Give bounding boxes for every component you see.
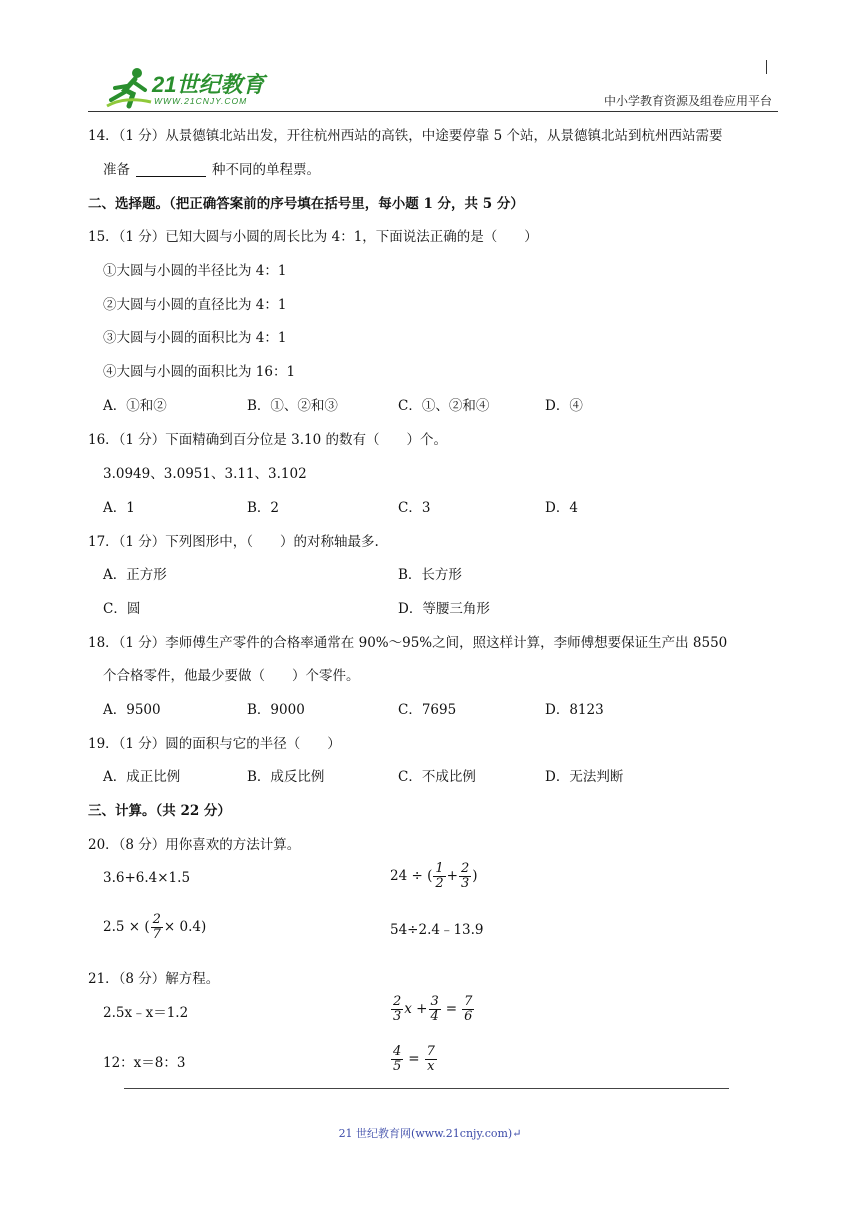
q19-option-d[interactable]: D．无法判断 <box>545 769 624 785</box>
fraction: $\frac{1}{2}$ <box>435 861 444 891</box>
q14-post: 种不同的单程票。 <box>212 162 320 178</box>
q15-option-d[interactable]: D．④ <box>545 398 583 414</box>
q15-statement-4: ④大圆与小圆的面积比为 16：1 <box>103 364 296 380</box>
q15-option-a[interactable]: A．①和② <box>103 398 167 414</box>
q15-option-c[interactable]: C．①、②和④ <box>398 398 490 414</box>
q18-line1: 18．（1 分）李师傅生产零件的合格率通常在 90%～95%之间，照这样计算，李师傅想要保证生产出 8550 <box>88 635 728 651</box>
q21-eq-4: $\frac{4}{5}$ = $\frac{7}{x}$ <box>393 1044 435 1074</box>
section3-heading: 三、计算。（共 22 分） <box>88 803 231 819</box>
q18-line2: 个合格零件，他最少要做（ ）个零件。 <box>103 668 360 684</box>
q17-option-d[interactable]: D．等腰三角形 <box>398 601 490 617</box>
q21-eq-1: 2.5x﹣x＝1.2 <box>103 1005 189 1021</box>
section2-heading: 二、选择题。（把正确答案前的序号填在括号里，每小题 1 分，共 5 分） <box>88 196 524 212</box>
q18-option-d[interactable]: D．8123 <box>545 702 604 718</box>
q16-option-a[interactable]: A．1 <box>103 500 135 516</box>
runner-icon <box>105 66 153 110</box>
q21-eq-2: $\frac{2}{3}$ x + $\frac{3}{4}$ = $\frac{7}{6}$ <box>393 994 473 1024</box>
q15-statement-1: ①大圆与小圆的半径比为 4：1 <box>103 263 287 279</box>
q14-answer-blank[interactable] <box>136 162 206 177</box>
q15-option-b[interactable]: B．①、②和③ <box>247 398 338 414</box>
q16-option-b[interactable]: B．2 <box>247 500 280 516</box>
site-logo <box>105 66 280 110</box>
q18-option-c[interactable]: C．7695 <box>398 702 457 718</box>
q19-stem: 19．（1 分）圆的面积与它的半径（ ） <box>88 736 341 752</box>
q14-line2 <box>103 158 320 178</box>
q15-statement-3: ③大圆与小圆的面积比为 4：1 <box>103 330 287 346</box>
q19-option-a[interactable]: A．成正比例 <box>103 769 181 785</box>
q18-option-a[interactable]: A．9500 <box>103 702 161 718</box>
q21-eq-3: 12：x＝8：3 <box>103 1055 186 1071</box>
q17-option-c[interactable]: C．圆 <box>103 601 141 617</box>
logo-text: 21世纪教育 <box>152 72 265 97</box>
q15-statement-2: ②大圆与小圆的直径比为 4：1 <box>103 297 287 313</box>
header-tick <box>766 60 767 74</box>
fraction: $\frac{2}{7}$ <box>152 912 161 942</box>
q16-option-d[interactable]: D．4 <box>545 500 578 516</box>
fraction: $\frac{2}{3}$ <box>393 994 402 1024</box>
platform-name: 中小学教育资源及组卷应用平台 <box>603 94 772 108</box>
q16-option-c[interactable]: C．3 <box>398 500 431 516</box>
fraction: $\frac{3}{4}$ <box>430 994 439 1024</box>
header-divider <box>88 111 778 112</box>
q20-stem: 20．（8 分）用你喜欢的方法计算。 <box>88 837 301 853</box>
fraction: $\frac{4}{5}$ <box>393 1044 402 1074</box>
q16-stem: 16．（1 分）下面精确到百分位是 3.10 的数有（ ）个。 <box>88 432 447 448</box>
q17-option-a[interactable]: A．正方形 <box>103 567 167 583</box>
logo-url: WWW.21CNJY.COM <box>154 96 248 106</box>
q20-expr-4: 54÷2.4﹣13.9 <box>390 922 484 938</box>
q20-e2-pre: 24 ÷ ( <box>390 868 433 884</box>
footer-site[interactable]: 21 世纪教育网(www.21cnjy.com)↵ <box>338 1127 522 1140</box>
q14-line1: 14．（1 分）从景德镇北站出发，开往杭州西站的高铁，中途要停靠 5 个站，从景德镇北站到杭州西站需要 <box>88 128 723 144</box>
q16-numbers: 3.0949、3.0951、3.11、3.102 <box>103 466 307 482</box>
q20-expr-3: 2.5 × ( $\frac{2}{7}$ × 0.4) <box>103 912 207 942</box>
q17-stem: 17．（1 分）下列图形中，（ ）的对称轴最多. <box>88 534 379 550</box>
fraction: $\frac{7}{6}$ <box>464 994 473 1024</box>
fraction: $\frac{2}{3}$ <box>460 861 470 891</box>
q21-stem: 21．（8 分）解方程。 <box>88 971 220 987</box>
q14-pre: 准备 <box>103 162 130 178</box>
footer-divider <box>124 1088 729 1089</box>
q20-expr-1: 3.6+6.4×1.5 <box>103 870 191 886</box>
q20-expr-2: 24 ÷ ( $\frac{1}{2}$ + $\frac{2}{3}$ ) <box>390 861 478 891</box>
q19-option-c[interactable]: C．不成比例 <box>398 769 476 785</box>
q19-option-b[interactable]: B．成反比例 <box>247 769 325 785</box>
fraction: $\frac{7}{x}$ <box>426 1044 435 1074</box>
q17-option-b[interactable]: B．长方形 <box>398 567 462 583</box>
q18-option-b[interactable]: B．9000 <box>247 702 305 718</box>
q15-stem: 15．（1 分）已知大圆与小圆的周长比为 4：1，下面说法正确的是（ ） <box>88 229 538 245</box>
